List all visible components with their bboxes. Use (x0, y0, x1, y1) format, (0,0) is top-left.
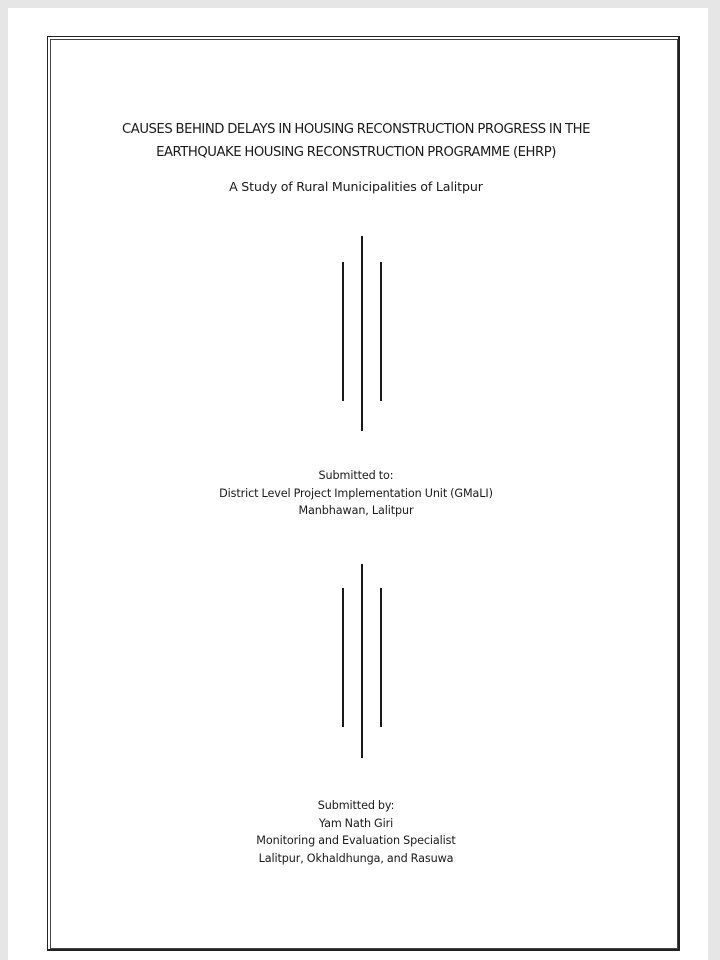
submitted-by-label: Submitted by: (317, 799, 395, 812)
submitted-by-block (0, 797, 712, 867)
divider-bar-center (361, 564, 363, 758)
submitted-to-block (0, 467, 712, 520)
divider-bar-left (342, 262, 344, 401)
submitted-to-label: Submitted to: (318, 469, 394, 482)
divider-bar-right (380, 588, 382, 727)
author-role: Monitoring and Evaluation Specialist (256, 834, 456, 847)
document-title (0, 118, 712, 164)
title-line-1: CAUSES BEHIND DELAYS IN HOUSING RECONSTRUCTION PROGRESS IN THE (121, 122, 590, 137)
author-name: Yam Nath Giri (318, 816, 394, 830)
divider-bar-right (380, 262, 382, 401)
divider-bar-left (342, 588, 344, 727)
submitted-to-line: Manbhawan, Lalitpur (298, 504, 414, 517)
title-line-2: EARTHQUAKE HOUSING RECONSTRUCTION PROGRAMME (EHRP) (156, 145, 556, 160)
submitted-to-line: District Level Project Implementation Unit (GMaLI) (219, 486, 493, 500)
divider-bar-center (361, 236, 363, 431)
document-subtitle: A Study of Rural Municipalities of Lalitpur (229, 179, 483, 194)
author-districts: Lalitpur, Okhaldhunga, and Rasuwa (258, 851, 454, 865)
